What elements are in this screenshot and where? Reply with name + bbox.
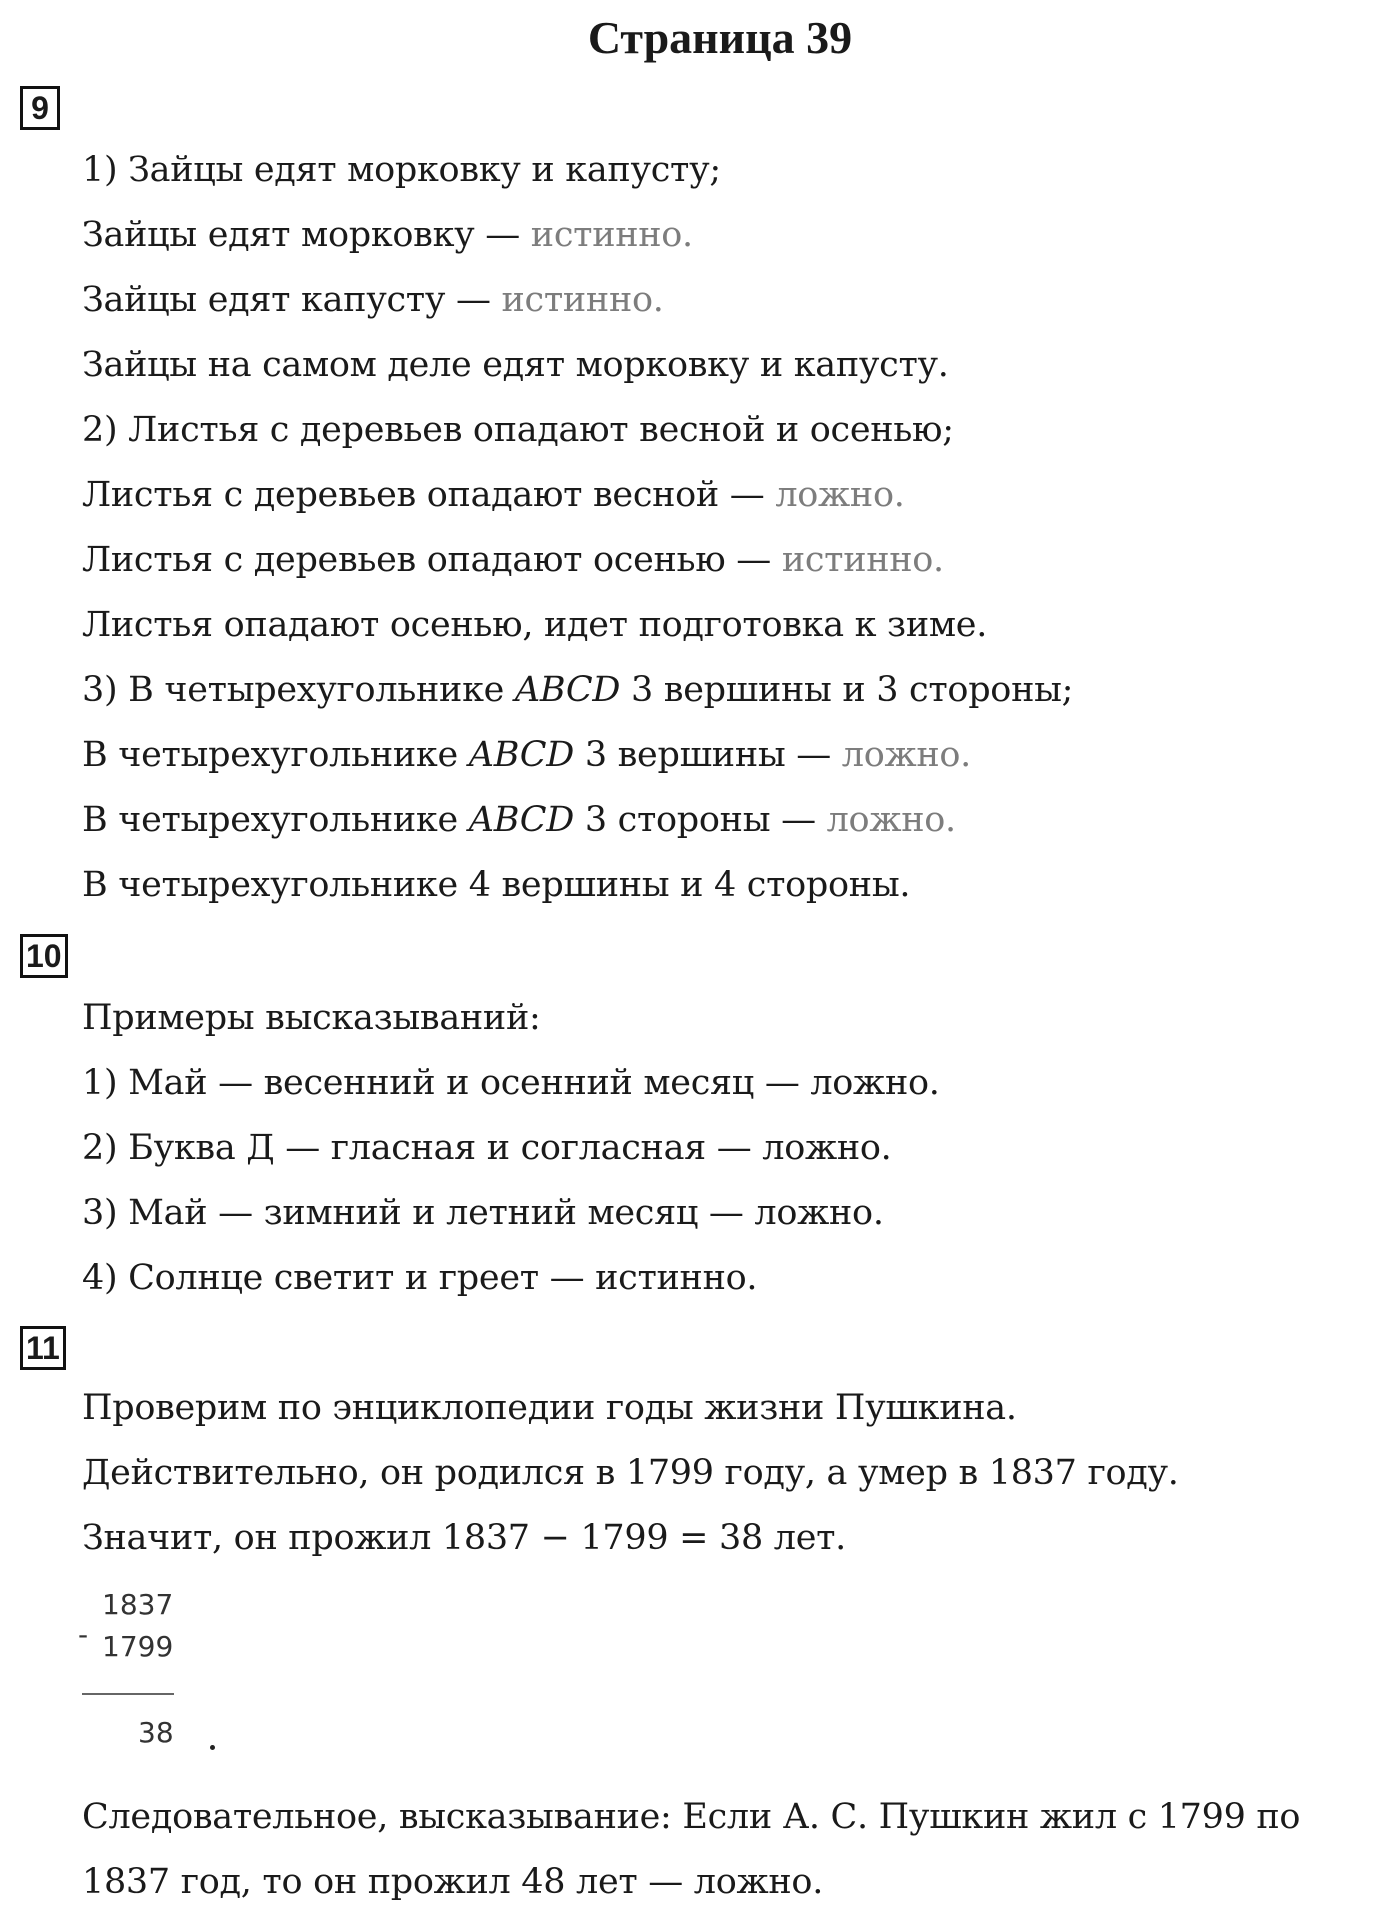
math-abcd: ABCD xyxy=(514,670,621,710)
task10-line-1: Примеры высказываний: xyxy=(82,998,541,1038)
task-number-9: 9 xyxy=(20,86,60,130)
task-number-11: 11 xyxy=(20,1326,66,1370)
task11-conclusion-1: Следовательное, высказывание: Если А. С. Пушкин жил с 1799 по xyxy=(82,1797,1301,1837)
task9-line-9: 3) В четырехугольнике ABCD 3 вершины и 3 стороны; xyxy=(82,670,1074,710)
task9-line-10: В четырехугольнике ABCD 3 вершины — ложно. xyxy=(82,735,972,775)
subtrahend: 1799 xyxy=(102,1630,174,1663)
answer-false: ложно. xyxy=(826,800,956,840)
task11-conclusion-2: 1837 год, то он прожил 48 лет — ложно. xyxy=(82,1862,824,1902)
math-abcd: ABCD xyxy=(468,735,575,775)
answer-false: ложно. xyxy=(841,735,972,775)
page-title: Страница 39 xyxy=(587,12,853,63)
task10-line-4: 3) Май — зимний и летний месяц — ложно. xyxy=(82,1193,884,1233)
task9-line-6: Листья с деревьев опадают весной — ложно. xyxy=(82,475,905,515)
task-number-10: 10 xyxy=(20,934,68,978)
answer-false: ложно. xyxy=(775,475,905,515)
minuend: 1837 xyxy=(102,1588,174,1621)
task9-line-5: 2) Листья с деревьев опадают весной и осенью; xyxy=(82,410,954,450)
task10-line-3: 2) Буква Д — гласная и согласная — ложно. xyxy=(82,1128,892,1168)
task9-line-8: Листья опадают осенью, идет подготовка к зиме. xyxy=(82,605,988,645)
task11-line-2: Действительно, он родился в 1799 году, а умер в 1837 году. xyxy=(82,1453,1179,1493)
task10-line-5: 4) Солнце светит и греет — истинно. xyxy=(82,1258,758,1298)
column-subtraction xyxy=(78,1588,228,1768)
task9-line-11: В четырехугольнике ABCD 3 стороны — ложно. xyxy=(82,800,956,840)
answer-true: истинно. xyxy=(530,215,693,255)
task9-line-12: В четырехугольнике 4 вершины и 4 стороны. xyxy=(82,865,911,905)
task11-line-3: Значит, он прожил 1837 − 1799 = 38 лет. xyxy=(82,1518,846,1558)
task9-line-4: Зайцы на самом деле едят морковку и капусту. xyxy=(82,345,949,385)
answer-true: истинно. xyxy=(501,280,664,320)
task11-line-1: Проверим по энциклопедии годы жизни Пушкина. xyxy=(82,1388,1017,1428)
task9-line-3: Зайцы едят капусту — истинно. xyxy=(82,280,664,320)
task10-line-2: 1) Май — весенний и осенний месяц — ложно. xyxy=(82,1063,940,1103)
task9-line-2: Зайцы едят морковку — истинно. xyxy=(82,215,693,255)
task9-line-1: 1) Зайцы едят морковку и капусту; xyxy=(82,150,721,190)
minus-sign: - xyxy=(78,1618,89,1651)
period-mark xyxy=(210,1745,215,1750)
answer-true: истинно. xyxy=(781,540,944,580)
result-line xyxy=(82,1693,174,1695)
difference: 38 xyxy=(138,1716,174,1749)
math-abcd: ABCD xyxy=(468,800,575,840)
task9-line-7: Листья с деревьев опадают осенью — истинно. xyxy=(82,540,944,580)
